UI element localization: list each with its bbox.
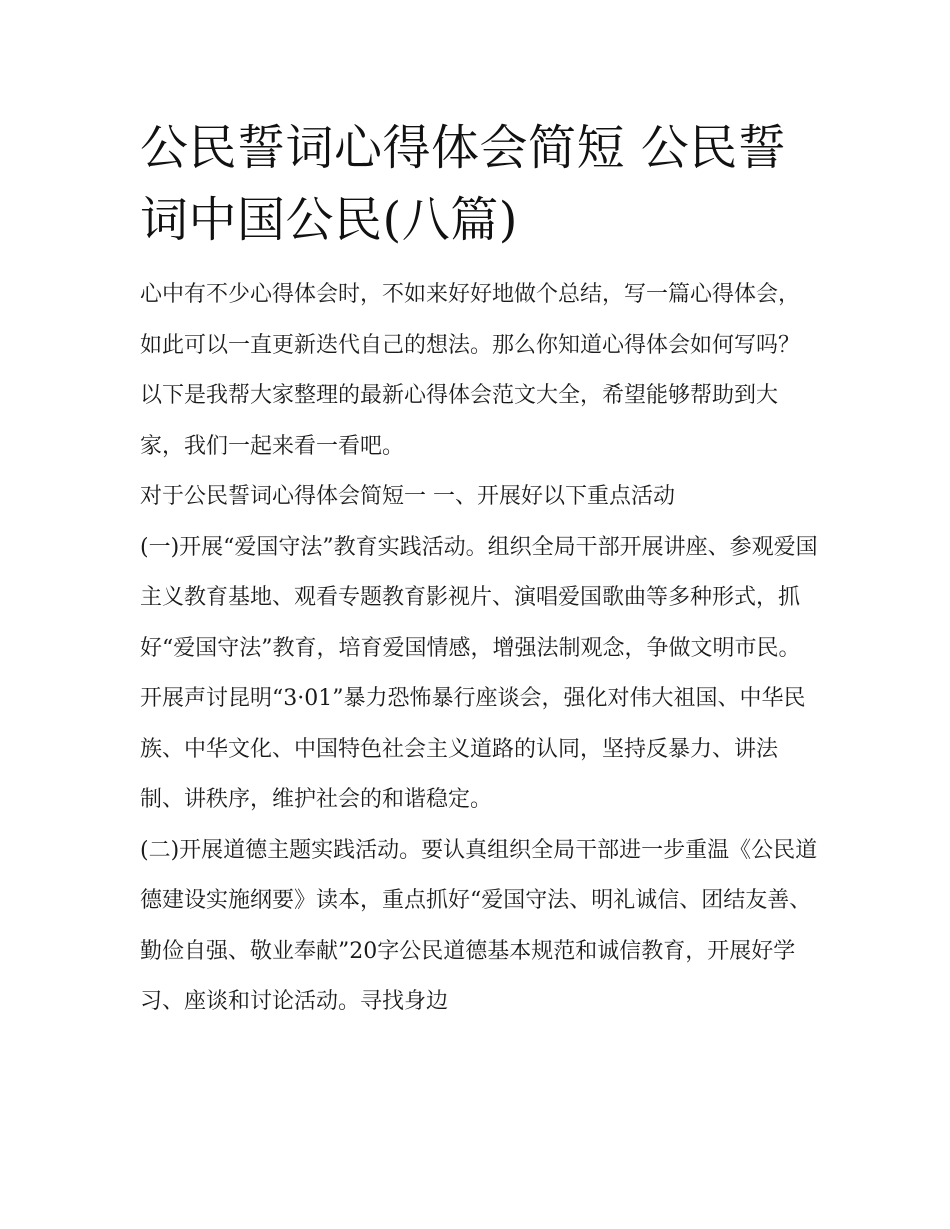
document-body: [140, 112, 820, 1028]
document-title: 公民誓词心得体会简短 公民誓词中国公民(八篇): [140, 120, 787, 248]
moral-activity-paragraph: (二)开展道德主题实践活动。要认真组织全局干部进一步重温《公民道德建设实施纲要》读本，重点抓好“爱国守法、明礼诚信、团结友善、勤俭自强、敬业奉献”20字公民道德基本规范和诚信教育，开展好学习、座谈和讨论活动。寻找身边: [140, 837, 818, 1014]
intro-paragraph: 心中有不少心得体会时，不如来好好地做个总结，写一篇心得体会，如此可以一直更新迭代自己的想法。那么你知道心得体会如何写吗？以下是我帮大家整理的最新心得体会范文大全，希望能够帮助到大家，我们一起来看一看吧。: [140, 282, 801, 459]
section-heading-paragraph: 对于公民誓词心得体会简短一 一、开展好以下重点活动: [140, 484, 675, 509]
patriotic-activity-paragraph: (一)开展“爱国守法”教育实践活动。组织全局干部开展讲座、参观爱国主义教育基地、观看专题教育影视片、演唱爱国歌曲等多种形式，抓好“爱国守法”教育，培育爱国情感，增强法制观念，争做文明市民。开展声讨昆明“3·01”暴力恐怖暴行座谈会，强化对伟大祖国、中华民族、中华文化、中国特色社会主义道路的认同，坚持反暴力、讲法制、讲秩序，维护社会的和谐稳定。: [140, 534, 818, 812]
